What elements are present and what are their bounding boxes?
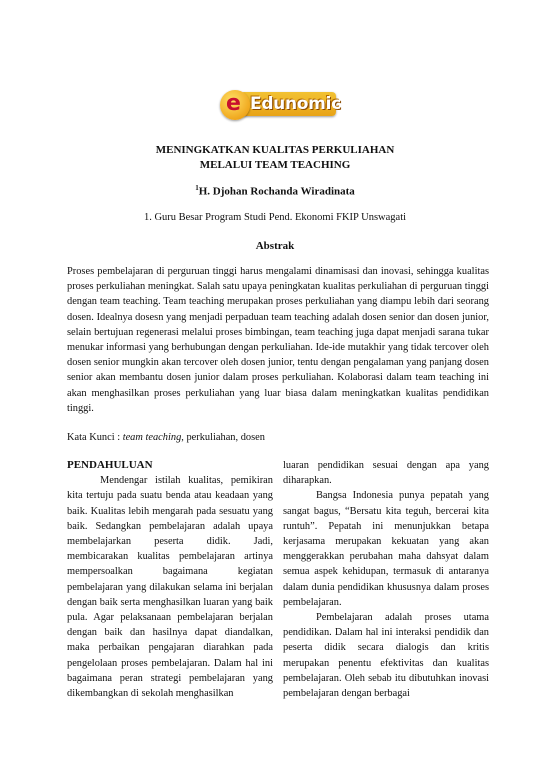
keywords-italic: team teaching	[122, 432, 182, 443]
intro-paragraph-1: Mendengar istilah kualitas, pemikiran kita tertuju pada suatu benda atau keadaan yang baik. Kualitas lebih mengarah pada sesuatu yang baik. Sedangkan pembelajaran adalah upaya membelajarkan peserta didik. Jadi, membicarakan kualitas pembelajaran artinya mempersoalkan bagaimana kegiatan pembelajaran yang dilakukan selama ini berjalan dengan baik serta menghasilkan luaran yang baik pula. Agar pelaksanaan pembelajaran berjalan dengan baik dan hasilnya dapat diandalkan, maka perbaikan pengajaran diarahkan pada pengelolaan proses pembelajaran. Dalam hal ini bagaimana peran strategi pembelajaran yang dikembangkan di sekolah menghasilkan	[67, 475, 273, 700]
paper-title	[0, 143, 550, 173]
intro-paragraph-1-continued: luaran pendidikan sesuai dengan apa yang diharapkan.	[283, 460, 489, 487]
keywords-rest: , perkuliahan, dosen	[181, 432, 265, 443]
keywords-label: Kata Kunci :	[67, 432, 123, 443]
intro-paragraph-2: Bangsa Indonesia punya pepatah yang sangat bagus, “Bersatu kita teguh, bercerai kita runtuh”. Pepatah ini menunjukkan betapa kerjasama merupakan kekuatan yang akan menggerakkan perubahan maha dahsyat dalam semua aspek kehidupan, termasuk di antaranya dalam dunia pendidikan khususnya dalam proses pembelajaran.	[283, 490, 489, 608]
abstract-heading: Abstrak	[255, 240, 295, 252]
keywords	[67, 432, 489, 443]
right-column	[283, 458, 489, 701]
intro-paragraph-3: Pembelajaran adalah proses utama pendidikan. Dalam hal ini interaksi pendidik dan peserta didik secara dialogis dan kritis merupakan penentu efektivitas dan kualitas pembelajaran. Oleh sebab itu dibutuhkan inovasi pembelajaran dengan berbagai	[283, 612, 489, 700]
abstract-body: Proses pembelajaran di perguruan tinggi harus mengalami dinamisasi dan inovasi, sehingga kualitas proses perkuliahan meningkat. Salah satu upaya peningkatan kualitas perkuliahan di perguruan tinggi dengan team teaching. Team teaching merupakan proses perkuliahan yang diampu lebih dari seorang dosen. Idealnya dosesn yang menjadi perpaduan team teaching adalah dosen senior dan dosen junior, selain bertujuan regenerasi melalui proses bimbingan, team teaching juga dapat menjadi sarana tukar menukar informasi yang berhubungan dengan perkuliahan. Ide-ide mutakhir yang tidak tercover oleh dosen senior mungkin akan tercover oleh dosen junior, tentu dengan pengalaman yang panjang dosen senior akan membantu dosen junior dalam proses perkuliahan. Kolaborasi dalam team teaching ini akan menghasilkan proses perkuliahan yang luar biasa dalam meningkatkan kualitas pendidikan tinggi.	[67, 266, 489, 414]
title-line-1: MENINGKATKAN KUALITAS PERKULIAHAN	[155, 144, 395, 156]
left-column	[67, 458, 273, 701]
author	[0, 184, 550, 198]
logo-e-letter: e	[226, 91, 241, 116]
title-line-2: MELALUI TEAM TEACHING	[199, 159, 351, 171]
author-superscript: 1	[195, 184, 199, 192]
section-heading-intro: PENDAHULUAN	[67, 459, 153, 471]
edunomic-logo	[214, 86, 340, 120]
author-name: H. Djohan Rochanda Wiradinata	[198, 185, 355, 198]
affiliation: 1. Guru Besar Program Studi Pend. Ekonomi FKIP Unswagati	[143, 212, 407, 223]
logo-text: Edunomic	[250, 94, 341, 114]
